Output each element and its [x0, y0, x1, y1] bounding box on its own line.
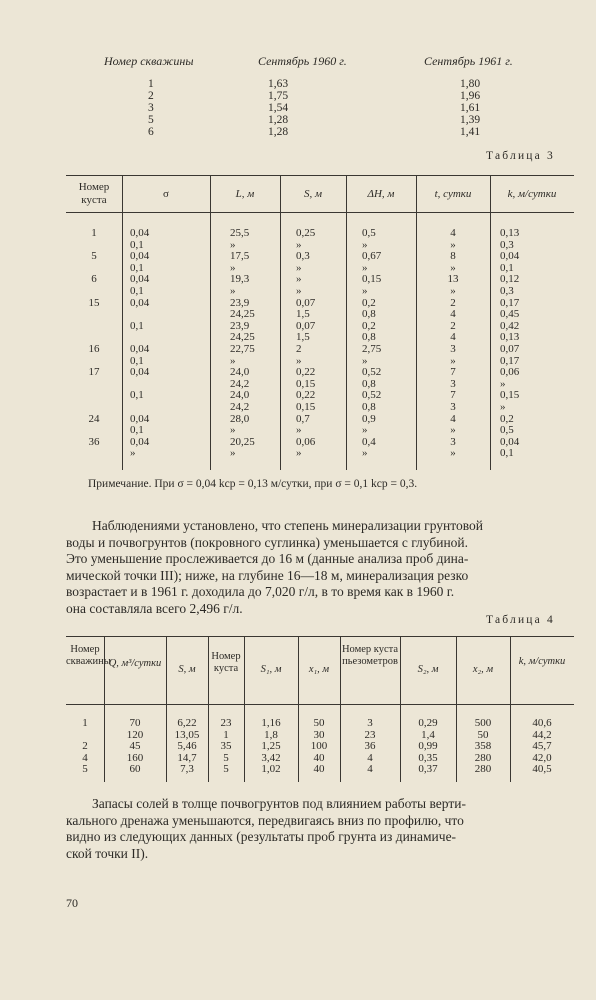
table4-caption: Таблица 4	[486, 614, 555, 626]
table3-cell: 5	[91, 250, 97, 263]
table4-cell: 5	[223, 763, 229, 775]
table1-header-sep1961: Сентябрь 1961 г.	[424, 54, 513, 68]
paragraph-line: она составляла всего 2,496 г/л.	[66, 600, 243, 616]
table3-cell: »	[230, 447, 236, 460]
table3-cell: 0,04	[130, 227, 150, 239]
table4-cell: 40	[313, 751, 325, 764]
table4-header-rule	[66, 704, 574, 705]
table3-cell: 1,5	[296, 331, 310, 344]
paragraph-line: Запасы солей в толще почвогрунтов под влиянием работы верти-	[92, 796, 466, 811]
table3-header-rule	[66, 212, 574, 213]
table4-cell: 42,0	[532, 751, 552, 764]
table4-cell: 120	[126, 728, 144, 741]
table4-cell: 2	[82, 740, 88, 752]
table3-cell: 24	[88, 412, 100, 425]
table3-cell: 0,2	[362, 319, 376, 332]
table4-cell: 1,16	[261, 717, 281, 729]
table3-cell: 0,1	[130, 261, 144, 274]
table4-cell: 3	[367, 717, 373, 729]
table3-cell: 24,2	[230, 401, 250, 413]
table3-cell: »	[362, 447, 368, 460]
paragraph-line: возрастает и в 1961 г. доходила до 7,020 г/л, в то время как в 1960 г.	[66, 584, 455, 599]
table3-header-sigma: σ	[163, 188, 169, 200]
table3-cell: 24,25	[230, 308, 255, 321]
table4-cell: 23	[364, 728, 376, 741]
table3-cell: 4	[450, 308, 456, 321]
table1-cell: 1,61	[460, 102, 481, 114]
table3-cell: 0,15	[296, 401, 316, 413]
table3-cell: 25,5	[230, 227, 250, 239]
table3-cell: 15	[88, 296, 100, 309]
table4-cell: 358	[474, 740, 492, 752]
table3-cell: 0,1	[130, 319, 144, 332]
table3-cell: »	[450, 447, 456, 460]
table3-cell: 0,1	[130, 285, 144, 297]
table3-cell: 23,9	[230, 319, 250, 332]
table1-cell: 5	[148, 114, 154, 126]
table4-cell: 36	[364, 740, 376, 752]
table4-cell: 70	[129, 717, 141, 729]
table4-cell: 1,4	[421, 728, 435, 741]
table3-cell: »	[500, 401, 506, 413]
table3-cell: 2,75	[362, 343, 382, 355]
table3-cell: »	[450, 261, 456, 274]
table3-cell: »	[230, 261, 236, 274]
table1-header-well: Номер скважины	[104, 54, 194, 68]
table4-header-k: k, м/сутки	[518, 656, 566, 667]
table4-header-x2: x₂, м	[472, 664, 494, 675]
table3-cell: 20,25	[230, 435, 255, 448]
table3-cell: 36	[88, 435, 100, 448]
table3-cell: 2	[450, 319, 456, 332]
table3-cell: 2	[450, 296, 456, 309]
table3-cell: 0,1	[130, 238, 144, 251]
table3-cell: 0,45	[500, 308, 520, 321]
table3-cell: 0,1	[500, 447, 514, 460]
table4-cell: 40	[313, 763, 325, 775]
table3-cell: 17	[88, 366, 100, 379]
table3-cell: 0,4	[362, 435, 376, 448]
table4-cell: 160	[126, 751, 144, 764]
table3-cell: 0,04	[130, 343, 150, 355]
table3-cell: »	[296, 261, 302, 274]
table3-cell: 4	[450, 227, 456, 239]
table3-cell: 1,5	[296, 308, 310, 321]
table3-cell: 0,04	[130, 250, 150, 263]
table1-cell: 1,75	[268, 90, 289, 102]
table3-cell: 0,22	[296, 389, 316, 402]
table4-cell: 45,7	[532, 740, 552, 752]
table3-cell: 0,1	[130, 424, 144, 437]
table3-cell: 16	[88, 343, 100, 355]
paragraph-line: кального дренажа уменьшаются, передвигаясь вниз по профилю, что	[66, 812, 464, 828]
table3-cell: 2	[296, 343, 302, 355]
table3-cell: 0,15	[296, 377, 316, 390]
table4-cell: 30	[313, 728, 325, 741]
table1-cell: 1,41	[460, 126, 481, 138]
table3-cell: 0,67	[362, 250, 382, 263]
table3-header-bush: Номер куста	[78, 181, 110, 206]
table4-header-Q: Q, м³/сутки	[108, 658, 162, 669]
table3-cell: 0,5	[500, 424, 514, 437]
table3-cell: »	[362, 354, 368, 367]
table4-cell: 3,42	[261, 751, 281, 764]
table1-cell: 3	[148, 102, 154, 114]
table1-header-sep1960: Сентябрь 1960 г.	[258, 54, 347, 68]
table4-cell: 13,05	[174, 728, 200, 741]
table4-cell: 280	[474, 763, 492, 775]
table3-cell: 0,8	[362, 401, 376, 413]
table3-cell: 3	[450, 435, 456, 448]
table3-header-t: t, сутки	[434, 188, 472, 200]
table3-cell: 3	[450, 377, 456, 390]
table3-cell: »	[230, 424, 236, 437]
table3-cell: »	[450, 424, 456, 437]
table4-header-S: S, м	[178, 664, 196, 675]
table3-cell: 0,5	[362, 227, 376, 239]
table3-cell: »	[500, 377, 506, 390]
table3-top-rule	[66, 175, 574, 176]
table4-cell: 44,2	[532, 728, 552, 741]
table4-cell: 1,25	[261, 740, 281, 752]
table3-cell: »	[130, 447, 136, 460]
table3-cell: 0,04	[130, 366, 150, 379]
table3-note: Примечание. При σ = 0,04 kср = 0,13 м/сутки, при σ = 0,1 kср = 0,3.	[88, 478, 418, 490]
table3-cell: 6	[91, 273, 97, 286]
table3-cell: 4	[450, 412, 456, 425]
table1-cell: 1,28	[268, 114, 289, 126]
table4-cell: 35	[220, 740, 232, 752]
table3-header-S: S, м	[303, 188, 323, 200]
table4-cell: 0,99	[418, 740, 438, 752]
paragraph-line: Наблюдениями установлено, что степень минерализации грунтовой	[92, 518, 483, 533]
table1-cell: 1,96	[460, 90, 481, 102]
page-number: 70	[66, 896, 78, 910]
table4-header-bush: Номер куста	[211, 651, 241, 674]
table4-cell: 280	[474, 751, 492, 764]
table1-cell: 1,80	[460, 78, 481, 90]
table4-cell: 500	[474, 717, 492, 729]
table3-cell: 17,5	[230, 250, 250, 263]
table3-cell: 0,7	[296, 412, 310, 425]
table3-cell: 1	[91, 227, 97, 239]
table3-cell: 0,3	[500, 285, 514, 297]
table3-cell: 0,1	[500, 261, 514, 274]
table4-cell: 1,8	[264, 728, 278, 741]
table3-cell: 0,12	[500, 273, 520, 286]
table4-cell: 1	[82, 717, 88, 729]
table3-cell: 0,13	[500, 227, 520, 239]
table3-cell: 0,04	[130, 296, 150, 309]
table4-cell: 5	[223, 751, 229, 764]
table1-cell: 1,63	[268, 78, 289, 90]
paragraph-line: мической точки III); ниже, на глубине 16—18 м, минерализация резко	[66, 567, 469, 583]
table3-cell: 0,8	[362, 308, 376, 321]
table1-cell: 1,39	[460, 114, 481, 126]
table1-cell: 2	[148, 90, 154, 102]
table3-cell: 4	[450, 331, 456, 344]
table4-cell: 60	[129, 763, 141, 775]
table3-caption: Таблица 3	[486, 150, 555, 162]
paragraph-line: видно из следующих данных (результаты проб грунта из динамиче-	[66, 829, 457, 844]
table3-cell: 0,04	[130, 412, 150, 425]
table3-cell: »	[450, 285, 456, 297]
table4-cell: 1,02	[261, 763, 281, 775]
table3-col-divider	[346, 175, 347, 470]
table3-col-divider	[122, 175, 123, 470]
table3-cell: 0,2	[362, 296, 376, 309]
paragraph-line: воды и почвогрунтов (покровного суглинка) уменьшается с глубиной.	[66, 534, 469, 550]
table4-cell: 5,46	[177, 740, 197, 752]
table3-cell: 0,8	[362, 331, 376, 344]
table3-cell: »	[362, 285, 368, 297]
table3-cell: 0,04	[500, 250, 520, 263]
table3-cell: 3	[450, 343, 456, 355]
table3-header-k: k, м/сутки	[507, 188, 557, 200]
table4-cell: 4	[367, 763, 373, 775]
table4-header-x1: x₁, м	[308, 664, 330, 675]
table1-cell: 6	[148, 126, 154, 138]
table3-cell: 0,15	[500, 389, 520, 402]
table3-cell: »	[296, 285, 302, 297]
paragraph-line: ской точки II).	[66, 845, 149, 861]
table3-cell: 7	[450, 389, 456, 402]
table4-cell: 23	[220, 717, 232, 729]
table4-cell: 0,35	[418, 751, 438, 764]
table1-cell: 1,54	[268, 102, 289, 114]
table3-cell: 0,1	[130, 389, 144, 402]
table3-cell: 0,04	[130, 273, 150, 286]
table3-cell: »	[296, 354, 302, 367]
table3-cell: 24,2	[230, 377, 250, 390]
table3-cell: »	[450, 354, 456, 367]
table3-cell: 24,25	[230, 331, 255, 344]
table3-cell: 3	[450, 401, 456, 413]
table3-cell: 0,52	[362, 389, 382, 402]
table4-cell: 40,6	[532, 717, 552, 729]
table4-cell: 100	[310, 740, 328, 752]
table3-cell: 0,04	[500, 435, 520, 448]
table3-cell: 0,07	[296, 296, 316, 309]
table3-cell: 0,04	[130, 435, 150, 448]
table4-cell: 14,7	[177, 751, 197, 764]
table3-cell: 22,75	[230, 343, 255, 355]
table4-cell: 6,22	[177, 717, 197, 729]
table3-cell: 0,3	[296, 250, 310, 263]
table3-cell: »	[230, 354, 236, 367]
table3-cell: »	[296, 424, 302, 437]
table3-cell: 0,13	[500, 331, 520, 344]
table4-cell: 4	[82, 751, 88, 764]
table3-cell: 0,07	[296, 319, 316, 332]
table3-cell: 0,3	[500, 238, 514, 251]
table3-cell: 0,17	[500, 354, 520, 367]
table4-top-rule	[66, 636, 574, 637]
table3-cell: 0,1	[130, 354, 144, 367]
table3-cell: »	[450, 238, 456, 251]
table3-cell: 0,25	[296, 227, 316, 239]
table4-header-S2: S₂, м	[417, 664, 439, 675]
table3-cell: 0,22	[296, 366, 316, 379]
table3-cell: »	[230, 285, 236, 297]
table3-cell: 0,15	[362, 273, 382, 286]
table3-cell: 7	[450, 366, 456, 379]
table3-cell: »	[362, 238, 368, 251]
table1-cell: 1,28	[268, 126, 289, 138]
table3-cell: 0,06	[296, 435, 316, 448]
table4-cell: 0,29	[418, 717, 438, 729]
table3-header-dH: ΔH, м	[367, 188, 395, 200]
table4-cell: 40,5	[532, 763, 552, 775]
table1-cell: 1	[148, 78, 154, 90]
table4-cell: 50	[313, 717, 325, 729]
table3-cell: 23,9	[230, 296, 250, 309]
table4-cell: 5	[82, 763, 88, 775]
table4-cell: 0,37	[418, 763, 438, 775]
table4-cell: 7,3	[180, 763, 194, 775]
paragraph-line: Это уменьшение прослеживается до 16 м (данные анализа проб дина-	[66, 551, 469, 566]
table3-cell: 0,8	[362, 377, 376, 390]
table3-col-divider	[490, 175, 491, 470]
table4-cell: 4	[367, 751, 373, 764]
table3-col-divider	[210, 175, 211, 470]
table3-cell: 0,2	[500, 412, 514, 425]
table3-cell: »	[230, 238, 236, 251]
table4-cell: 45	[129, 740, 141, 752]
table3-cell: 0,07	[500, 343, 520, 355]
table3-cell: »	[362, 261, 368, 274]
table3-cell: »	[296, 447, 302, 460]
table4-cell: 50	[477, 728, 489, 741]
table3-cell: 28,0	[230, 412, 250, 425]
table3-cell: 0,42	[500, 319, 520, 332]
table3-cell: »	[362, 424, 368, 437]
table3-cell: 19,3	[230, 273, 250, 286]
table3-cell: »	[296, 273, 302, 286]
table3-cell: 24,0	[230, 389, 250, 402]
table3-cell: 8	[450, 250, 456, 263]
table4-header-well: Номер скважины	[66, 644, 111, 667]
table3-header-L: L, м	[235, 188, 255, 200]
table3-cell: 0,06	[500, 366, 520, 379]
table4-cell: 1	[223, 728, 229, 741]
table3-cell: 0,9	[362, 412, 376, 425]
table4-header-S1: S₁, м	[260, 664, 282, 675]
table3-cell: 13	[447, 273, 459, 286]
table3-cell: »	[296, 238, 302, 251]
table3-cell: 0,52	[362, 366, 382, 379]
table4-header-piezo: Номер куста пьезометров	[341, 644, 399, 667]
table3-col-divider	[280, 175, 281, 470]
table3-cell: 0,17	[500, 296, 520, 309]
table3-cell: 24,0	[230, 366, 250, 379]
